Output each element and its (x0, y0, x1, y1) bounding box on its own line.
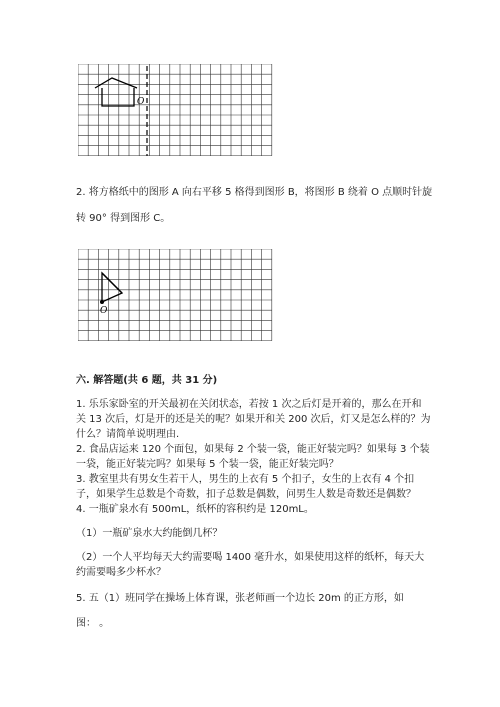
problem-1-line-1: 1. 乐乐家卧室的开关最初在关闭状态，若按 1 次之后灯是开着的，那么在开和 (76, 399, 422, 410)
problem-4-part-2-line-2: 约需要喝多少杯水？ (76, 567, 166, 578)
section-6-heading: 六. 解答题(共 6 题，共 31 分) (76, 375, 218, 386)
grid-figure-2 (78, 249, 274, 341)
problem-3-line-1: 3. 教室里共有男女生若干人，男生的上衣有 5 个扣子，女生的上衣有 4 个扣 (76, 474, 415, 485)
point-o (100, 300, 104, 304)
problem-4-part-1: （1）一瓶矿泉水大约能倒几杯？ (76, 528, 223, 539)
question-2-line-2: 转 90° 得到图形 C。 (76, 213, 171, 224)
question-2-line-1: 2. 将方格纸中的图形 A 向右平移 5 格得到图形 B，将图形 B 绕着 O 点顺时针旋 (76, 187, 433, 198)
problem-1-line-3: 什么？请简单说明理由. (76, 429, 180, 440)
problem-4: 4. 一瓶矿泉水有 500mL，纸杯的容积约是 120mL。 (76, 504, 314, 515)
problem-4-part-2-line-1: （2）一个人平均每天大约需要喝 1400 毫升水，如果使用这样的纸杯，每天大 (76, 552, 425, 563)
problem-2-line-1: 2. 食品店运来 120 个面包，如果每 2 个装一袋，能正好装完吗？如果每 3 个装 (76, 444, 430, 455)
problem-5-line-2: 图： 。 (76, 618, 110, 629)
problem-5-line-1: 5. 五（1）班同学在操场上体育课，张老师画一个边长 20m 的正方形，如 (76, 593, 404, 604)
point-o-label: O (137, 97, 145, 107)
point-o-label-2: O (100, 306, 108, 316)
problem-2-line-2: 一袋，能正好装完吗？如果每 5 个装一袋，能正好装完吗？ (76, 459, 339, 470)
problem-1-line-2: 关 13 次后，灯是开的还是关的呢？如果开和关 200 次后，灯又是怎么样的？为 (76, 414, 431, 425)
shape-a (95, 78, 137, 88)
problem-3-line-2: 子，如果学生总数是个奇数，扣子总数是偶数，问男生人数是奇数还是偶数？ (76, 489, 416, 500)
grid-figure-1 (78, 64, 274, 156)
